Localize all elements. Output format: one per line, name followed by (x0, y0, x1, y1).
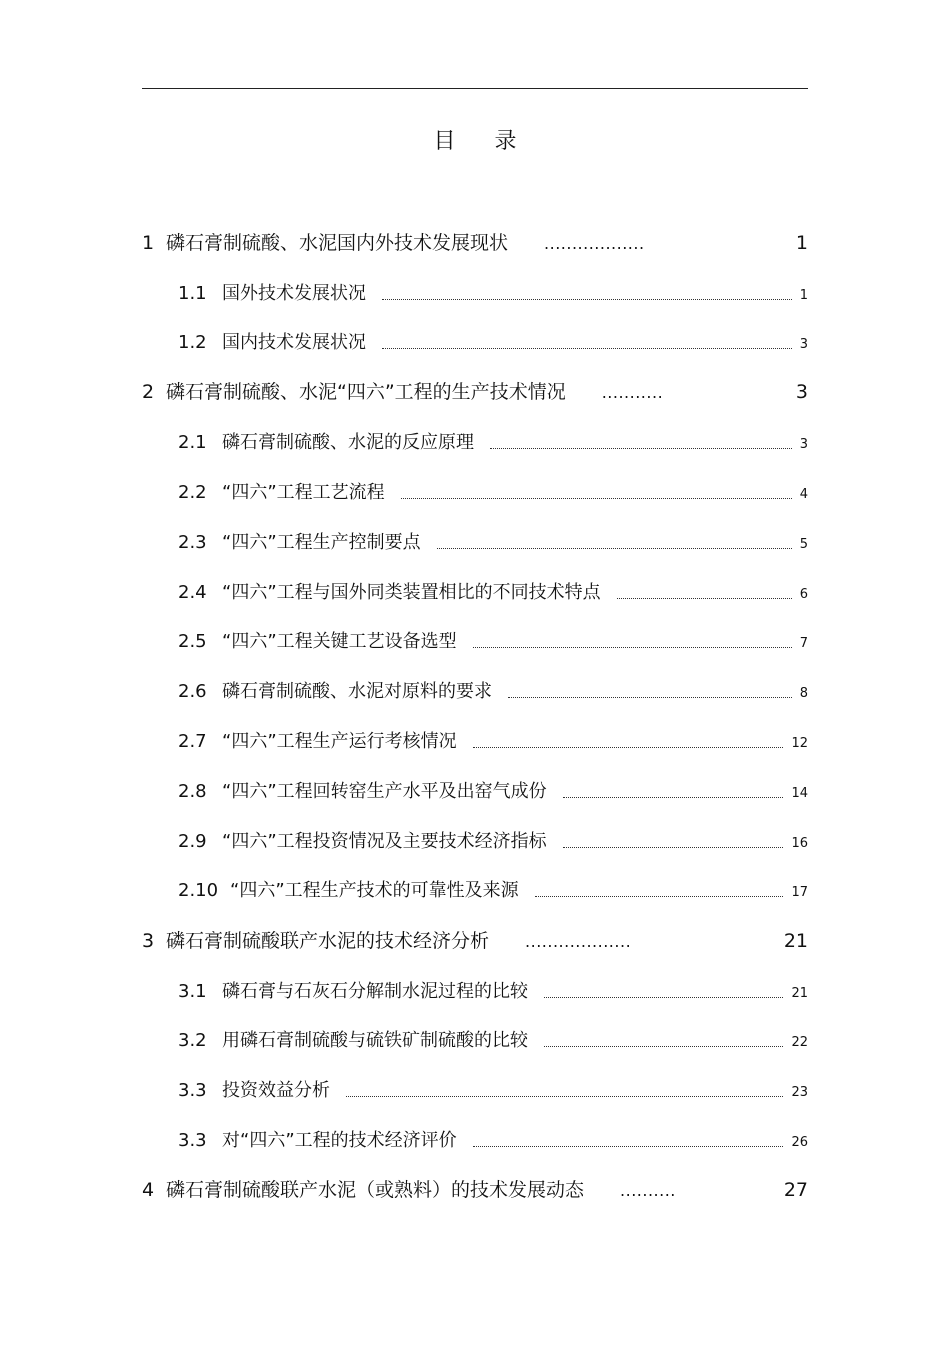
toc-number: 2.2 (178, 482, 207, 503)
toc-number: 3.1 (178, 981, 207, 1002)
toc-text: 磷石膏制硫酸、水泥国内外技术发展现状 (166, 232, 509, 254)
toc-number: 2.10 (178, 880, 219, 901)
toc-page: 1 (799, 288, 808, 303)
toc-page: 21 (791, 986, 808, 1001)
toc-page: 26 (791, 1135, 808, 1150)
toc-page: 3 (795, 381, 808, 403)
toc-entry[interactable] (178, 428, 808, 458)
toc-entry[interactable] (178, 528, 808, 558)
toc-entry[interactable] (142, 1175, 808, 1205)
toc-entry[interactable] (178, 677, 808, 707)
toc-page: 7 (799, 636, 808, 651)
toc-leader: .......... (620, 1181, 676, 1200)
toc-text: “四六”工程关键工艺设备选型 (222, 631, 457, 652)
toc-leader: ........... (601, 383, 664, 402)
toc-text: 磷石膏制硫酸联产水泥（或熟料）的技术发展动态 (166, 1179, 585, 1201)
toc-number: 1.1 (178, 283, 207, 304)
toc-number: 1.2 (178, 332, 207, 353)
toc-text: 磷石膏制硫酸、水泥对原料的要求 (222, 681, 492, 702)
toc-page: 3 (799, 437, 808, 452)
toc-page: 17 (791, 885, 808, 900)
toc-leader (473, 1146, 784, 1147)
toc-leader (382, 348, 792, 349)
toc-entry[interactable] (178, 1026, 808, 1056)
toc-number: 2.7 (178, 731, 207, 752)
toc-entry[interactable] (178, 1126, 808, 1156)
toc-number: 2 (142, 381, 155, 403)
toc-entry[interactable] (178, 627, 808, 657)
toc-entry[interactable] (178, 279, 808, 309)
toc-leader (382, 299, 792, 300)
toc-text: 对“四六”工程的技术经济评价 (222, 1130, 457, 1151)
toc-page: 8 (799, 686, 808, 701)
toc-number: 2.1 (178, 432, 207, 453)
toc-leader (617, 598, 792, 599)
toc-text: 国外技术发展状况 (222, 283, 366, 304)
toc-leader (346, 1096, 783, 1097)
toc-number: 2.5 (178, 631, 207, 652)
toc-text: “四六”工程生产技术的可靠性及来源 (230, 880, 519, 901)
toc-text: “四六”工程与国外同类装置相比的不同技术特点 (222, 582, 601, 603)
toc-page: 27 (783, 1179, 808, 1201)
toc-entry[interactable] (178, 727, 808, 757)
toc-leader (401, 498, 792, 499)
toc-leader (437, 548, 792, 549)
toc-entry[interactable] (178, 478, 808, 508)
toc-leader (508, 697, 792, 698)
toc-number: 3.2 (178, 1030, 207, 1051)
toc-number: 2.8 (178, 781, 207, 802)
toc-page: 12 (791, 736, 808, 751)
toc-number: 2.4 (178, 582, 207, 603)
page-title: 目 录 (433, 129, 533, 154)
toc-page: 5 (799, 537, 808, 552)
toc-text: 国内技术发展状况 (222, 332, 366, 353)
toc-text: 投资效益分析 (222, 1080, 330, 1101)
toc-leader (544, 1046, 783, 1047)
toc-entry[interactable] (178, 876, 808, 906)
toc-number: 4 (142, 1179, 155, 1201)
toc-entry[interactable] (178, 328, 808, 358)
toc-page: 14 (791, 786, 808, 801)
toc-entry[interactable] (142, 926, 808, 956)
toc-number: 1 (142, 232, 155, 254)
toc-page: 1 (795, 232, 808, 254)
toc-entry[interactable] (178, 977, 808, 1007)
toc-text: 磷石膏与石灰石分解制水泥过程的比较 (222, 981, 528, 1002)
toc-text: 磷石膏制硫酸联产水泥的技术经济分析 (166, 930, 490, 952)
toc-text: “四六”工程回转窑生产水平及出窑气成份 (222, 781, 547, 802)
toc-leader (490, 448, 792, 449)
toc-leader (563, 797, 784, 798)
toc-text: 用磷石膏制硫酸与硫铁矿制硫酸的比较 (222, 1030, 528, 1051)
toc-entry[interactable] (178, 827, 808, 857)
toc-number: 2.9 (178, 831, 207, 852)
toc-entry[interactable] (142, 228, 808, 258)
toc-leader: .................. (544, 234, 645, 253)
toc-leader (544, 997, 783, 998)
toc-page: 22 (791, 1035, 808, 1050)
toc-number: 3.3 (178, 1130, 207, 1151)
toc-number: 3.3 (178, 1080, 207, 1101)
toc-text: “四六”工程工艺流程 (222, 482, 385, 503)
toc-number: 3 (142, 930, 155, 952)
toc-text: “四六”工程生产运行考核情况 (222, 731, 457, 752)
toc-page: 3 (799, 337, 808, 352)
toc-text: 磷石膏制硫酸、水泥的反应原理 (222, 432, 474, 453)
toc-text: “四六”工程投资情况及主要技术经济指标 (222, 831, 547, 852)
toc-page: 6 (799, 587, 808, 602)
toc-number: 2.6 (178, 681, 207, 702)
toc-page: 23 (791, 1085, 808, 1100)
toc-leader (473, 747, 784, 748)
toc-page: 4 (799, 487, 808, 502)
toc-leader: ................... (525, 932, 632, 951)
toc-text: “四六”工程生产控制要点 (222, 532, 421, 553)
toc-page: 16 (791, 836, 808, 851)
toc-entry[interactable] (178, 1076, 808, 1106)
toc-entry[interactable] (142, 377, 808, 407)
toc-text: 磷石膏制硫酸、水泥“四六”工程的生产技术情况 (166, 381, 566, 403)
toc-entry[interactable] (178, 777, 808, 807)
toc-leader (473, 647, 792, 648)
toc-leader (563, 847, 784, 848)
toc-page: 21 (783, 930, 808, 952)
toc-number: 2.3 (178, 532, 207, 553)
toc-entry[interactable] (178, 578, 808, 608)
toc-leader (535, 896, 784, 897)
